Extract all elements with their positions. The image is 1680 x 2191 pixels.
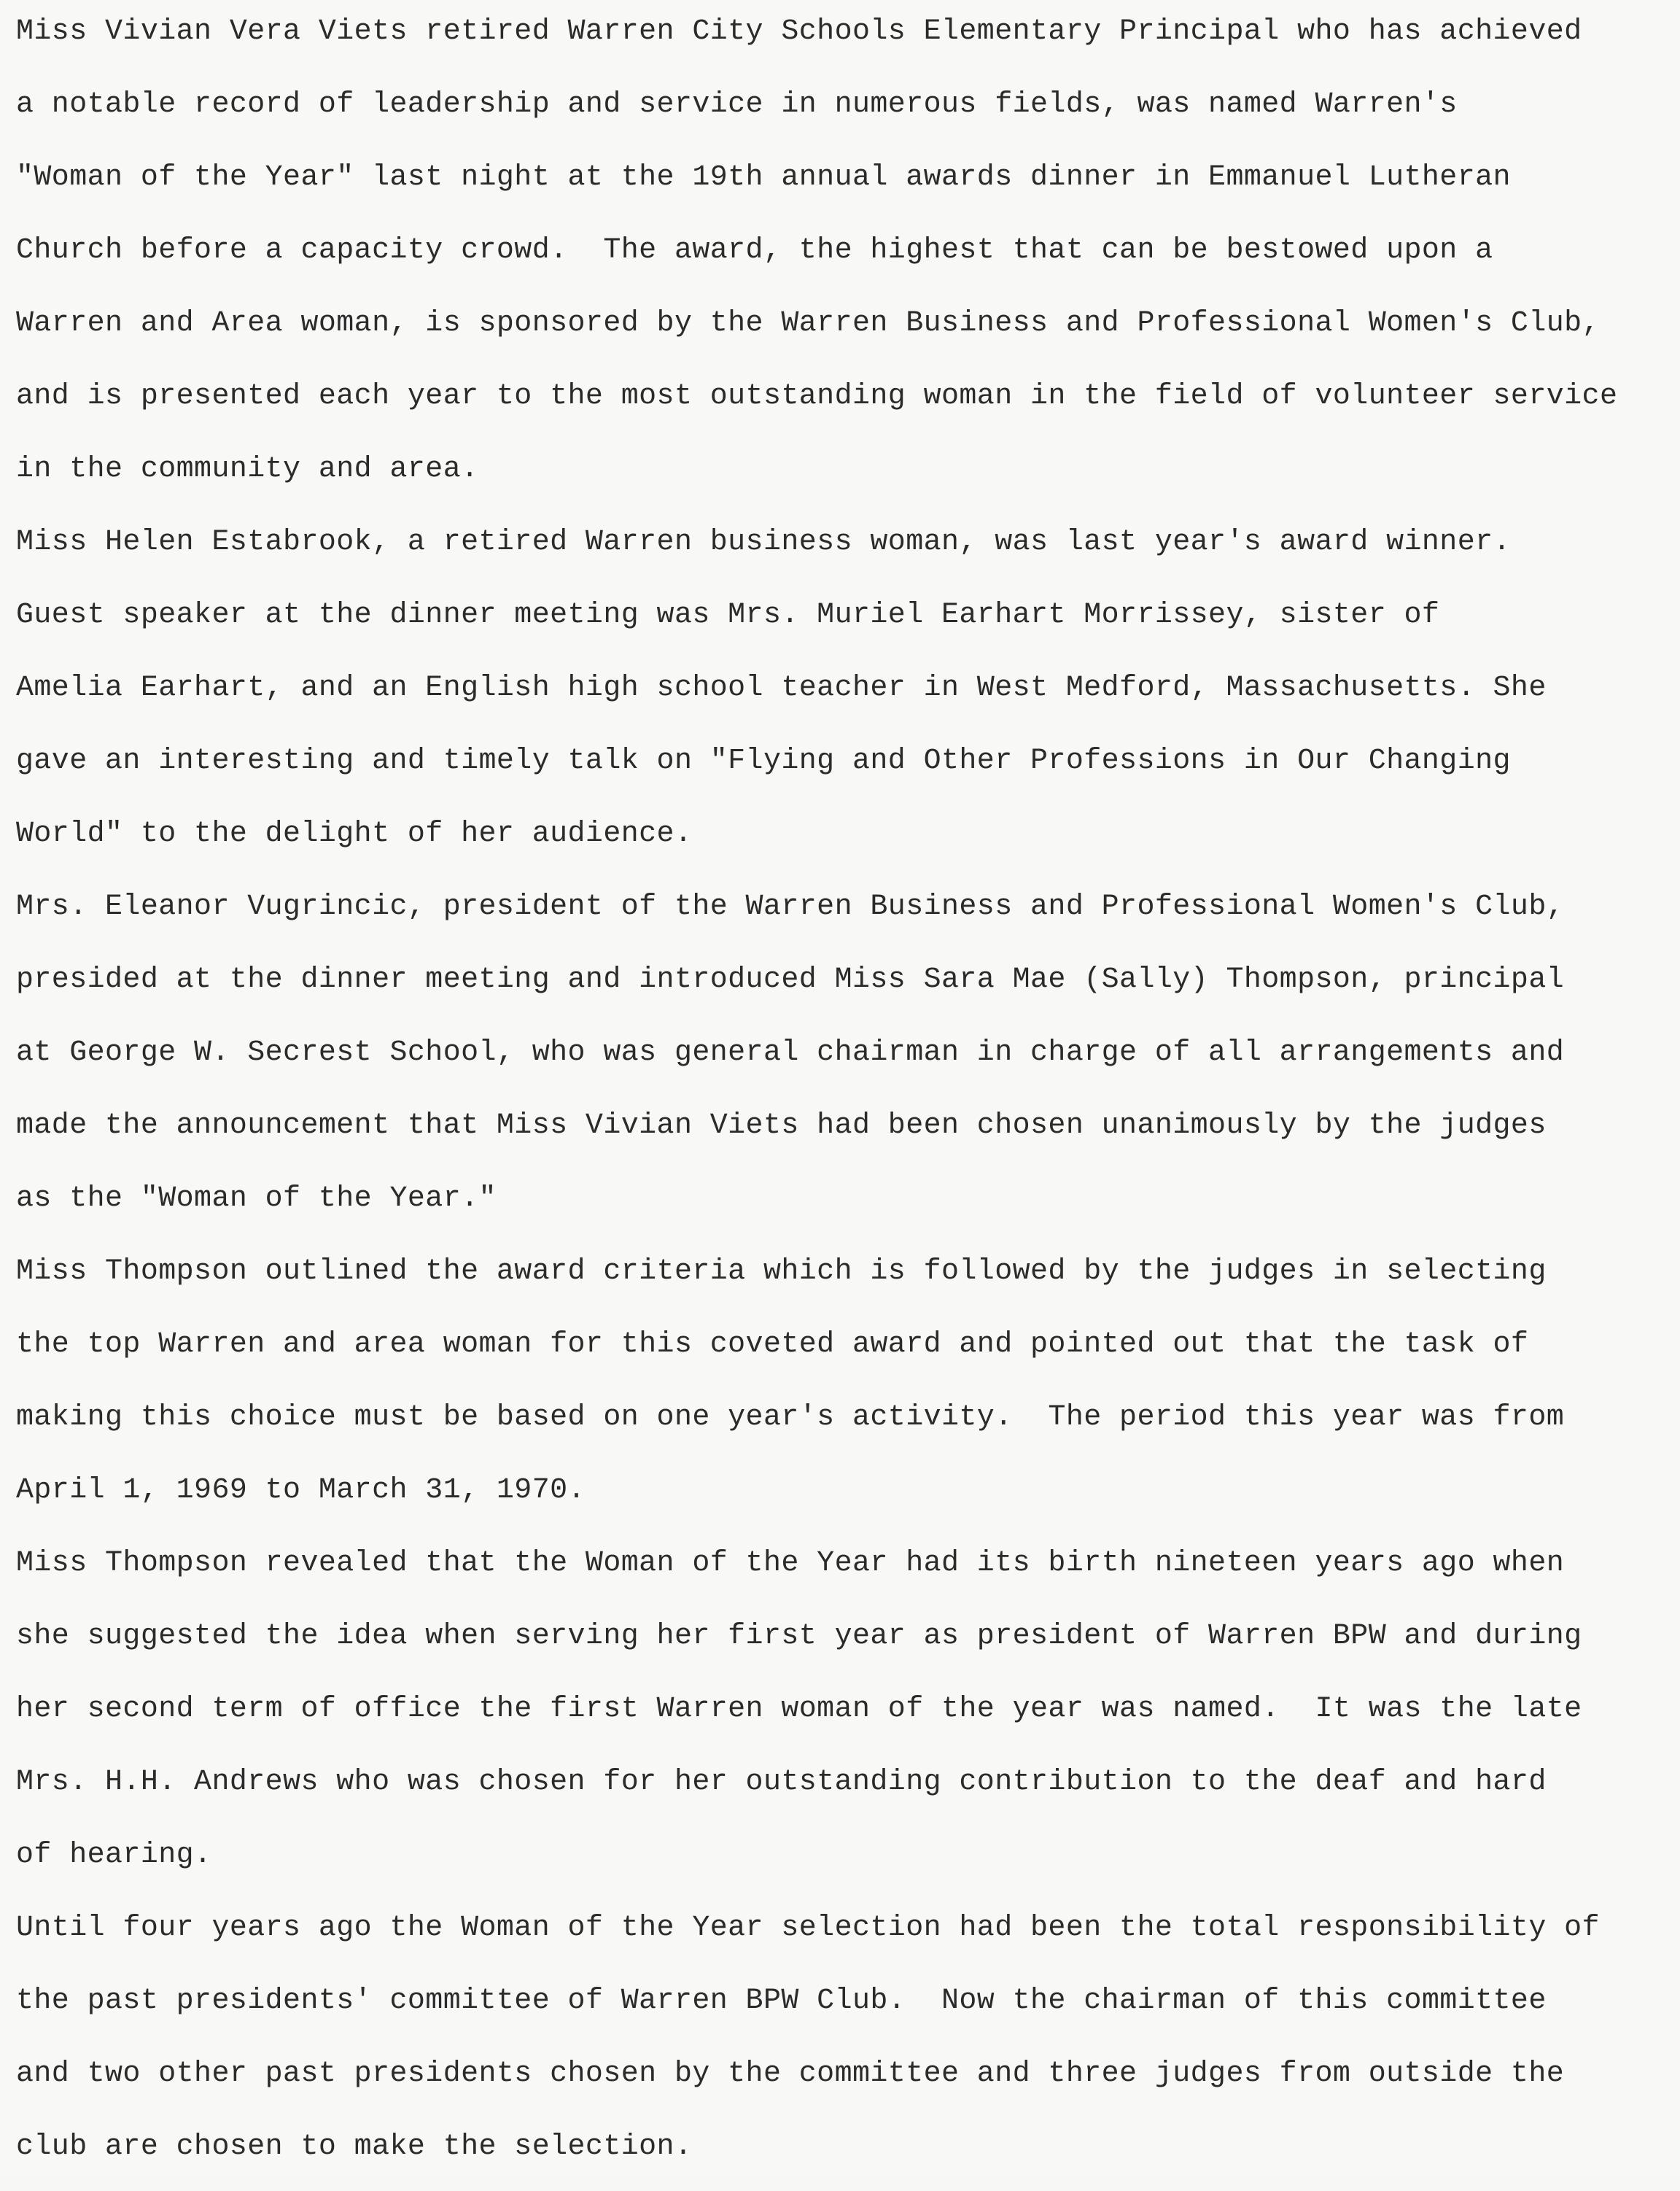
text-line: and two other past presidents chosen by the committee and three judges from outside the <box>16 2058 1565 2090</box>
text-line: Guest speaker at the dinner meeting was Mrs. Muriel Earhart Morrissey, sister of <box>16 599 1440 632</box>
text-line: of hearing. <box>16 1839 212 1872</box>
text-line: presided at the dinner meeting and introduced Miss Sara Mae (Sally) Thompson, principal <box>16 963 1565 996</box>
text-line: Miss Thompson outlined the award criteria which is followed by the judges in selecting <box>16 1255 1547 1288</box>
text-line: Mrs. H.H. Andrews who was chosen for her outstanding contribution to the deaf and hard <box>16 1766 1547 1799</box>
text-line: she suggested the idea when serving her first year as president of Warren BPW and during <box>16 1620 1582 1653</box>
text-line: Amelia Earhart, and an English high school teacher in West Medford, Massachusetts. She <box>16 672 1547 705</box>
text-line: the past presidents' committee of Warren BPW Club. Now the chairman of this committee <box>16 1985 1547 2017</box>
text-line: club are chosen to make the selection. <box>16 2130 693 2163</box>
text-line: Miss Helen Estabrook, a retired Warren business woman, was last year's award winner. <box>16 526 1511 559</box>
text-line: Miss Thompson revealed that the Woman of the Year had its birth nineteen years ago when <box>16 1547 1565 1580</box>
text-line: Until four years ago the Woman of the Year selection had been the total responsibility of <box>16 1912 1600 1944</box>
text-line: and is presented each year to the most outstanding woman in the field of volunteer service <box>16 380 1618 413</box>
text-line: World" to the delight of her audience. <box>16 818 693 850</box>
text-line: a notable record of leadership and service in numerous fields, was named Warren's <box>16 88 1458 121</box>
text-line: gave an interesting and timely talk on "Flying and Other Professions in Our Changing <box>16 745 1511 777</box>
text-line: as the "Woman of the Year." <box>16 1182 497 1215</box>
text-line: made the announcement that Miss Vivian Viets had been chosen unanimously by the judges <box>16 1109 1547 1142</box>
text-line: her second term of office the first Warren woman of the year was named. It was the late <box>16 1693 1582 1726</box>
article-text <box>16 3 1671 2191</box>
text-line: making this choice must be based on one year's activity. The period this year was from <box>16 1401 1565 1434</box>
text-line: Mrs. Eleanor Vugrincic, president of the Warren Business and Professional Women's Club, <box>16 891 1565 923</box>
text-line: April 1, 1969 to March 31, 1970. <box>16 1474 586 1507</box>
text-line: "Woman of the Year" last night at the 19th annual awards dinner in Emmanuel Lutheran <box>16 161 1511 194</box>
text-line: Warren and Area woman, is sponsored by the Warren Business and Professional Women's Club, <box>16 307 1600 340</box>
text-line: in the community and area. <box>16 453 479 486</box>
text-line: the top Warren and area woman for this coveted award and pointed out that the task of <box>16 1328 1529 1361</box>
text-line: Church before a capacity crowd. The award, the highest that can be bestowed upon a <box>16 234 1493 267</box>
text-line: at George W. Secrest School, who was general chairman in charge of all arrangements and <box>16 1036 1565 1069</box>
text-line: Miss Vivian Vera Viets retired Warren City Schools Elementary Principal who has achieved <box>16 15 1582 48</box>
